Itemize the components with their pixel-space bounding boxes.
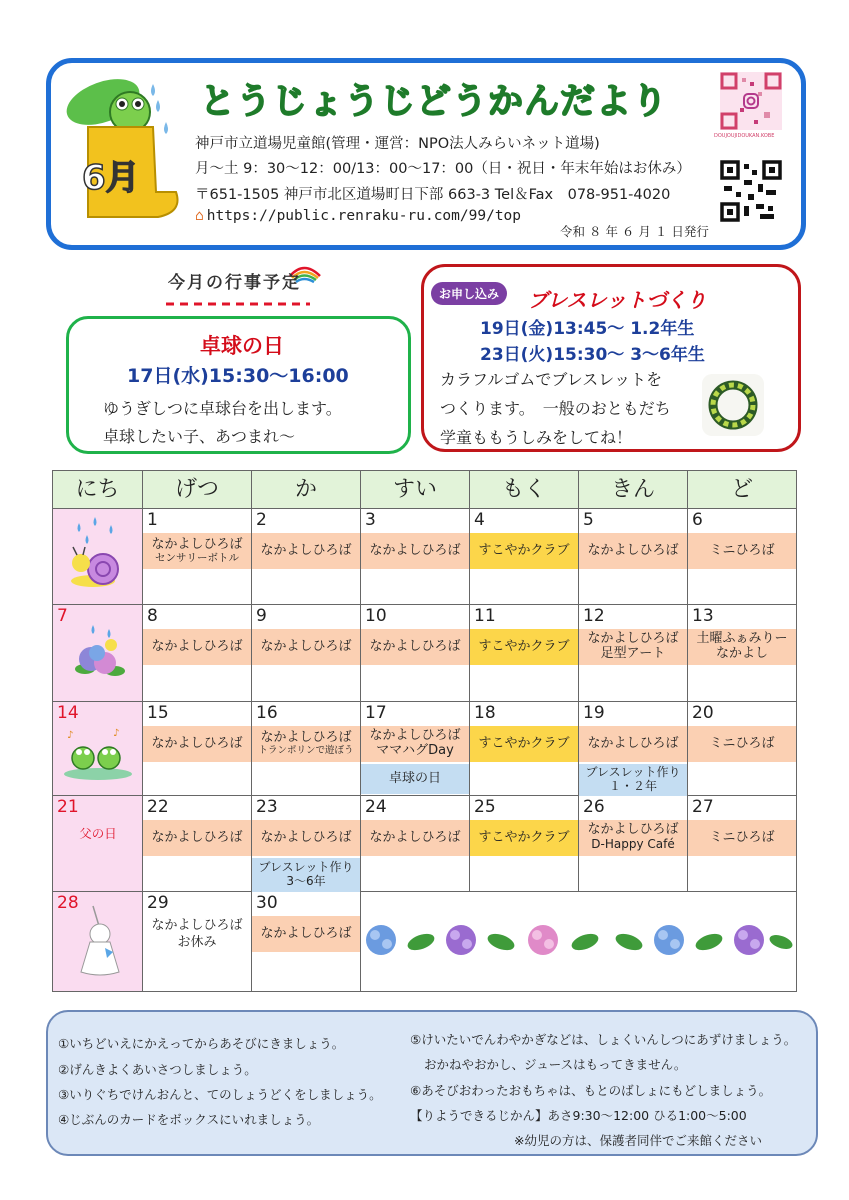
day-number: 27	[692, 797, 714, 817]
day-number: 2	[256, 510, 267, 530]
infant-note: ※幼児の方は、保護者同伴でご来館ください	[514, 1133, 762, 1148]
day-number: 26	[583, 797, 605, 817]
header-thu: もく	[470, 471, 579, 509]
hours-line: 月～土 9：30～12：00/13：00～17：00（日・祝日・年末年始はお休み）	[195, 161, 691, 177]
day-cell-14	[53, 702, 143, 796]
website-link[interactable]	[195, 208, 521, 224]
event-mini: ミニひろば	[688, 726, 796, 762]
day-cell-10	[361, 605, 470, 702]
day-cell-26	[579, 796, 688, 892]
event-mini: ミニひろば	[688, 533, 796, 569]
day-number: 17	[365, 703, 387, 723]
address-line: 〒651-1505 神戸市北区道場町日下部 663-3 Tel＆Fax 078-951-4020	[195, 187, 671, 203]
event-nakayoshi-mamahug: なかよしひろば ママハグDay	[361, 726, 469, 762]
day-number: 8	[147, 606, 158, 626]
day-number: 9	[256, 606, 267, 626]
day-number: 1	[147, 510, 158, 530]
event-sukoyaka: すこやかクラブ	[470, 629, 578, 665]
bracelet-text1: カラフルゴムでブレスレットを	[440, 370, 663, 389]
event-nakayoshi: なかよしひろば	[252, 629, 360, 665]
instagram-qr-icon[interactable]	[720, 72, 782, 130]
calendar	[52, 470, 797, 992]
header-sat: ど	[688, 471, 796, 509]
day-number: 12	[583, 606, 605, 626]
day-number: 15	[147, 703, 169, 723]
day-cell-25	[470, 796, 579, 892]
event-saturday-family: 土曜ふぁみりー なかよし	[688, 629, 796, 665]
day-cell-21	[53, 796, 143, 892]
day-cell-sun-week1	[53, 509, 143, 605]
event-nakayoshi: なかよしひろば	[361, 629, 469, 665]
apply-badge: お申し込み	[431, 282, 507, 305]
rule-3: ③いりぐちでけんおんと、てのしょうどくをしましょう。	[58, 1087, 382, 1102]
bracelet-text3: 学童ももうしみをしてね！	[440, 428, 633, 447]
bracelet-photo	[702, 374, 764, 436]
rule-5: ⑤けいたいでんわやかぎなどは、しょくいんしつにあずけましょう。	[410, 1032, 797, 1047]
day-number: 11	[474, 606, 496, 626]
frogs-illustration	[53, 702, 143, 796]
svg-text:♪: ♪	[67, 730, 74, 741]
rule-5-cont: おかねやおかし、ジュースはもってきません。	[424, 1057, 687, 1072]
events-heading: 今月の行事予定	[168, 273, 301, 293]
event-bracelet-12: ブレスレット作り １・２年	[579, 764, 687, 796]
bracelet-session2: 23日(火)15:30～ 3～6年生	[480, 345, 705, 365]
day-number: 4	[474, 510, 485, 530]
day-number: 13	[692, 606, 714, 626]
day-cell-18	[470, 702, 579, 796]
hydrangea-border-decoration	[361, 892, 796, 991]
day-cell-1	[143, 509, 252, 605]
day-cell-19	[579, 702, 688, 796]
header-mon: げつ	[143, 471, 252, 509]
day-number: 25	[474, 797, 496, 817]
event-nakayoshi: なかよしひろば	[252, 533, 360, 569]
day-cell-13	[688, 605, 796, 702]
table-tennis-line1: ゆうぎしつに卓球台を出します。	[103, 399, 342, 418]
svg-text:♪: ♪	[113, 728, 120, 739]
event-sukoyaka: すこやかクラブ	[470, 533, 578, 569]
day-cell-20	[688, 702, 796, 796]
day-cell-17	[361, 702, 470, 796]
bracelet-title: ブレスレットづくり	[528, 288, 707, 312]
snail-illustration	[53, 509, 143, 605]
rule-6: ⑥あそびおわったおもちゃは、もとのばしょにもどしましょう。	[410, 1083, 772, 1098]
day-cell-22	[143, 796, 252, 892]
day-cell-4	[470, 509, 579, 605]
fathers-day-label: 父の日	[79, 826, 117, 841]
hydrangea-illustration	[53, 605, 143, 702]
day-cell-11	[470, 605, 579, 702]
blank-days-decoration	[361, 892, 796, 991]
day-number: 30	[256, 893, 278, 913]
bracelet-session1: 19日(金)13:45～ 1.2年生	[480, 319, 695, 339]
rule-4: ④じぶんのカードをボックスにいれましょう。	[58, 1112, 320, 1127]
day-cell-23	[252, 796, 361, 892]
org-line: 神戸市立道場児童館(管理・運営：NPO法人みらいネット道場)	[195, 136, 600, 152]
day-number: 7	[57, 606, 68, 626]
event-nakayoshi-footprint: なかよしひろば 足型アート	[579, 629, 687, 665]
rule-1: ①いちどいえにかえってからあそびにきましょう。	[58, 1036, 345, 1051]
event-table-tennis-day: 卓球の日	[361, 764, 469, 794]
day-number: 16	[256, 703, 278, 723]
issue-date: 令和 ８ 年 ６ 月 １ 日発行	[560, 224, 709, 239]
day-cell-5	[579, 509, 688, 605]
day-number: 10	[365, 606, 387, 626]
day-number: 20	[692, 703, 714, 723]
event-bracelet-36: ブレスレット作り 3～6年	[252, 858, 360, 892]
day-number: 18	[474, 703, 496, 723]
day-number: 29	[147, 893, 169, 913]
day-number: 5	[583, 510, 594, 530]
day-cell-3	[361, 509, 470, 605]
day-number: 21	[57, 797, 79, 817]
event-sensory-bottle: センサリーボトル	[154, 552, 239, 565]
event-sukoyaka: すこやかクラブ	[470, 820, 578, 856]
header-sun: にち	[53, 471, 143, 509]
event-mini: ミニひろば	[688, 820, 796, 856]
day-cell-16	[252, 702, 361, 796]
bracelet-text2: つくります。 一般のおともだち	[440, 399, 671, 418]
event-nakayoshi: なかよしひろば	[143, 820, 251, 856]
event-nakayoshi: なかよしひろば	[143, 629, 251, 665]
event-nakayoshi: なかよしひろば センサリーボトル	[143, 533, 251, 569]
day-cell-28	[53, 892, 143, 991]
day-cell-27	[688, 796, 796, 892]
day-number: 23	[256, 797, 278, 817]
day-cell-29	[143, 892, 252, 991]
day-number: 22	[147, 797, 169, 817]
website-url[interactable]: https://public.renraku-ru.com/99/top	[206, 208, 522, 224]
event-nakayoshi: なかよしひろば	[252, 916, 360, 952]
day-cell-2	[252, 509, 361, 605]
header-tue: か	[252, 471, 361, 509]
header-wed: すい	[361, 471, 470, 509]
day-number: 28	[57, 893, 79, 913]
event-nakayoshi-trampoline: なかよしひろば トランポリンで遊ぼう	[252, 726, 360, 762]
day-number: 14	[57, 703, 79, 723]
event-nakayoshi: なかよしひろば	[361, 820, 469, 856]
month-badge: 6月	[82, 158, 140, 198]
event-sukoyaka: すこやかクラブ	[470, 726, 578, 762]
day-number: 19	[583, 703, 605, 723]
day-cell-9	[252, 605, 361, 702]
table-tennis-time: 17日(水)15:30～16:00	[127, 365, 349, 387]
event-nakayoshi: なかよしひろば	[143, 726, 251, 762]
qr-caption: DOUJOUJIDOUKAN.KOBE	[714, 133, 775, 139]
rule-2: ②げんきよくあいさつしましょう。	[58, 1062, 257, 1077]
table-tennis-line2: 卓球したい子、あつまれ～	[103, 427, 296, 446]
day-number: 3	[365, 510, 376, 530]
table-tennis-title: 卓球の日	[200, 334, 284, 358]
day-cell-7	[53, 605, 143, 702]
event-nakayoshi: なかよしひろば	[252, 820, 360, 856]
website-qr-icon[interactable]	[720, 160, 782, 222]
day-number: 6	[692, 510, 703, 530]
day-cell-6	[688, 509, 796, 605]
day-number: 24	[365, 797, 387, 817]
day-cell-24	[361, 796, 470, 892]
newsletter-title: とうじょうじどうかんだより	[200, 82, 669, 122]
header-fri: きん	[579, 471, 688, 509]
day-cell-30	[252, 892, 361, 991]
event-nakayoshi: なかよしひろば	[361, 533, 469, 569]
home-icon: ⌂	[195, 208, 204, 224]
teru-teru-bozu-illustration	[53, 892, 143, 991]
day-cell-12	[579, 605, 688, 702]
hours-info: 【りようできるじかん】あさ9:30～12:00 ひる1:00～5:00	[410, 1108, 747, 1123]
day-cell-8	[143, 605, 252, 702]
frog-boot-illustration	[58, 72, 188, 222]
event-closed: なかよしひろば お休み	[151, 918, 243, 950]
day-cell-15	[143, 702, 252, 796]
event-nakayoshi-dhappy: なかよしひろば D-Happy Café	[579, 820, 687, 856]
event-nakayoshi: なかよしひろば	[579, 726, 687, 762]
event-nakayoshi: なかよしひろば	[579, 533, 687, 569]
